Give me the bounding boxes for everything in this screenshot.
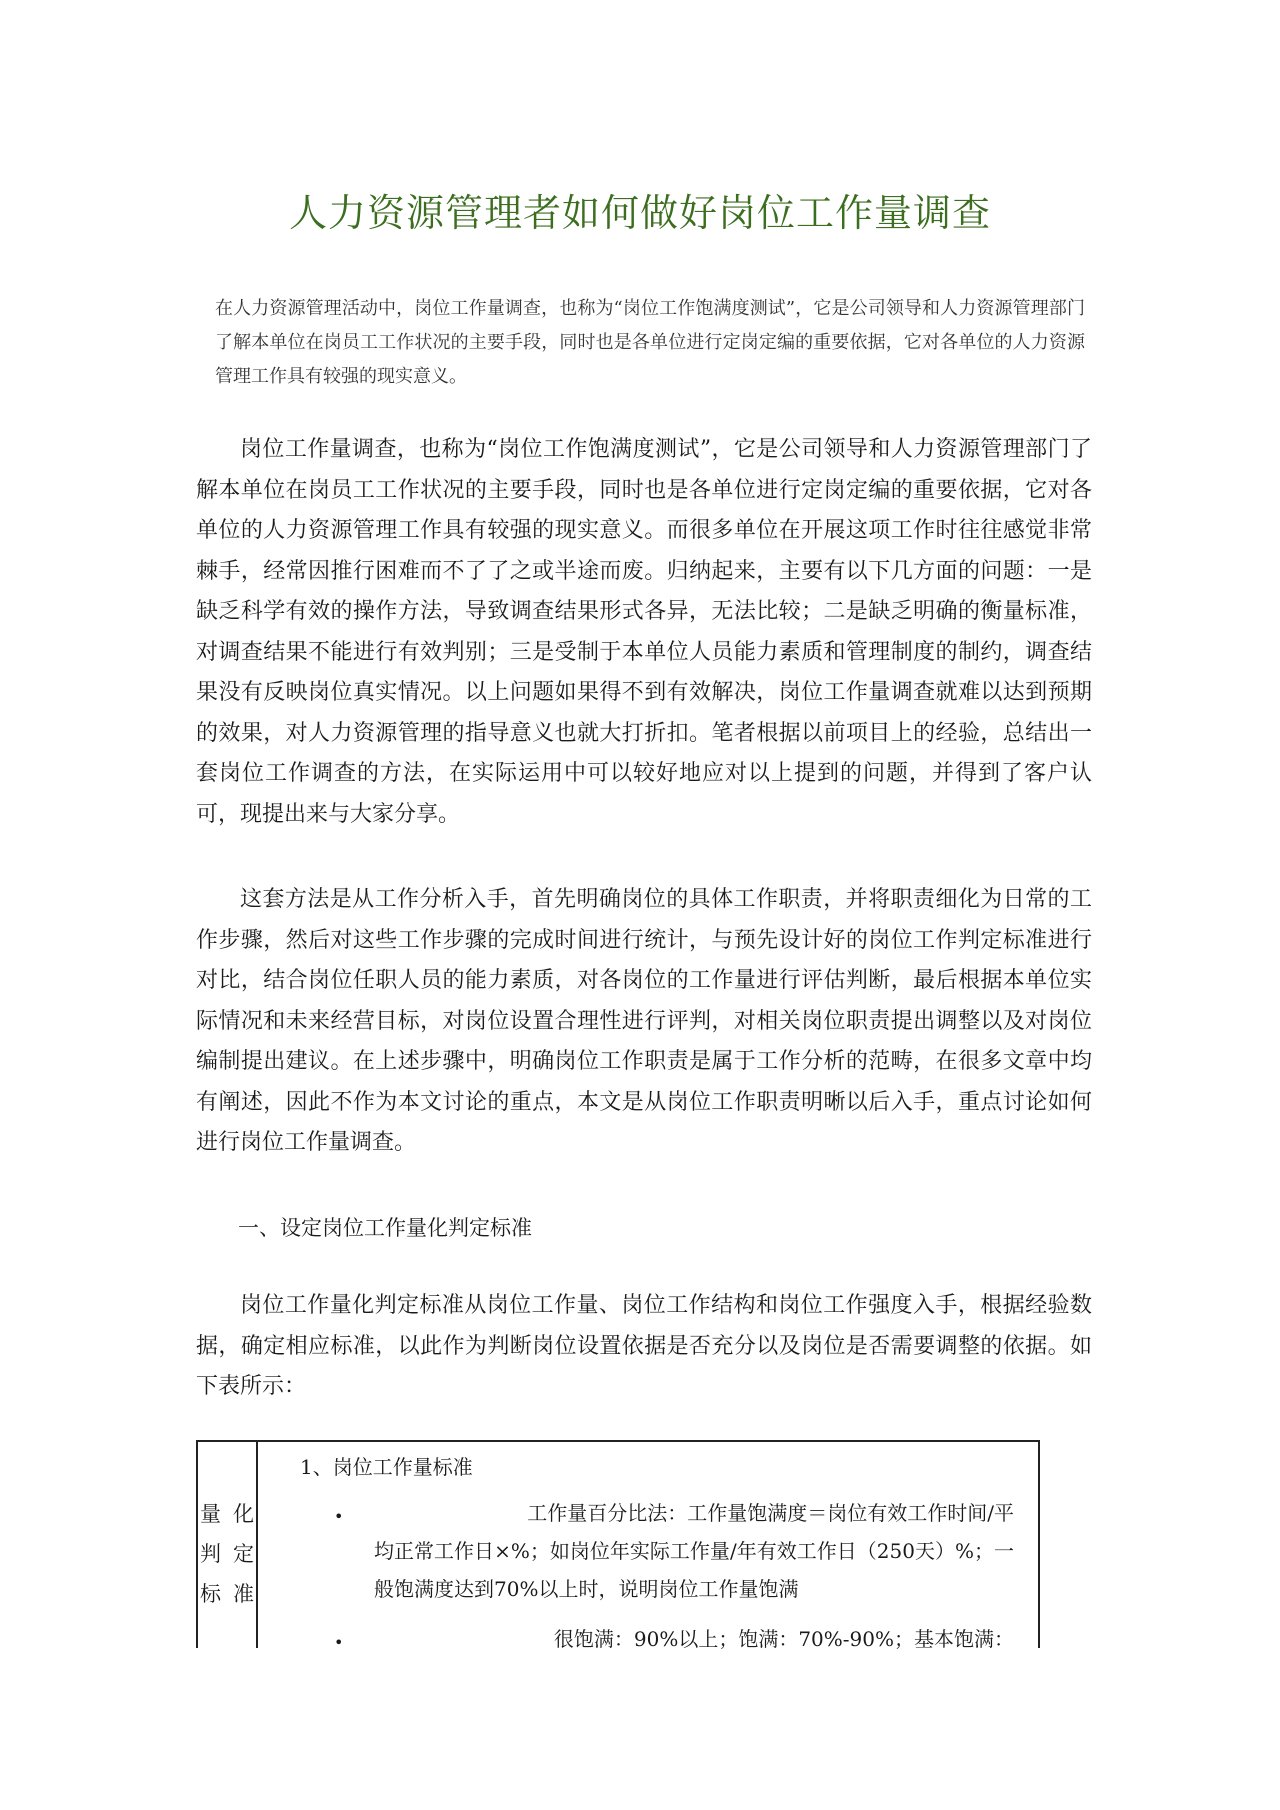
body-paragraph-1 [196,430,1092,835]
bullet-item-1-first-line: 工作量百分比法：工作量饱满度＝岗位有效工作时间/平 [527,1501,1014,1525]
bullet-item-1-rest: 均正常工作日×%；如岗位年实际工作量/年有效工作日（250天）%；一般饱满度达到70%以上时，说明岗位工作量饱满 [374,1539,1014,1601]
standard-heading: 1、岗位工作量标准 [300,1455,473,1479]
body-paragraph-3-text: 岗位工作量化判定标准从岗位工作量、岗位工作结构和岗位工作强度入手，根据经验数据，确定相应标准，以此作为判断岗位设置依据是否充分以及岗位是否需要调整的依据。如下表所示： [196,1293,1092,1399]
section-heading-1: 一、设定岗位工作量化判定标准 [238,1216,532,1240]
bullet-icon: • [334,1507,344,1526]
table-row-label-line: 量 化 [200,1502,254,1526]
body-paragraph-2-text: 这套方法是从工作分析入手，首先明确岗位的具体工作职责，并将职责细化为日常的工作步骤，然后对这些工作步骤的完成时间进行统计，与预先设计好的岗位工作判定标准进行对比，结合岗位任职人员的能力素质，对各岗位的工作量进行评估判断，最后根据本单位实际情况和未来经营目标，对岗位设置合理性进行评判，对相关岗位职责提出调整以及对岗位编制提出建议。在上述步骤中，明确岗位工作职责是属于工作分析的范畴，在很多文章中均有阐述，因此不作为本文讨论的重点，本文是从岗位工作职责明晰以后入手，重点讨论如何进行岗位工作量调查。 [196,887,1092,1155]
bullet-item-1 [374,1494,1014,1608]
table-row-label-line: 判 定 [200,1542,254,1566]
table-row-label-cell [198,1442,258,1648]
table-row-label-line: 标准 [200,1582,254,1606]
bullet-item-2-first-line: 很饱满：90%以上；饱满：70%-90%；基本饱满： [553,1627,1014,1651]
bullet-icon: • [334,1633,344,1652]
bullet-item-2 [374,1620,1014,1658]
criteria-table [196,1440,1040,1652]
body-paragraph-1-text: 岗位工作量调查，也称为“岗位工作饱满度测试”，它是公司领导和人力资源管理部门了解本单位在岗员工工作状况的主要手段，同时也是各单位进行定岗定编的重要依据，它对各单位的人力资源管理工作具有较强的现实意义。而很多单位在开展这项工作时往往感觉非常棘手，经常因推行困难而不了了之或半途而废。归纳起来，主要有以下几方面的问题：一是缺乏科学有效的操作方法，导致调查结果形式各异，无法比较；二是缺乏明确的衡量标准，对调查结果不能进行有效判别；三是受制于本单位人员能力素质和管理制度的制约，调查结果没有反映岗位真实情况。以上问题如果得不到有效解决，岗位工作量调查就难以达到预期的效果，对人力资源管理的指导意义也就大打折扣。笔者根据以前项目上的经验，总结出一套岗位工作调查的方法，在实际运用中可以较好地应对以上提到的问题，并得到了客户认可，现提出来与大家分享。 [196,437,1092,827]
body-paragraph-2 [196,880,1092,1164]
body-paragraph-3 [196,1286,1092,1408]
table-row-label [200,1494,254,1614]
table-content-cell [258,1442,1038,1652]
abstract-paragraph: 在人力资源管理活动中，岗位工作量调查，也称为“岗位工作饱满度测试”，它是公司领导和人力资源管理部门了解本单位在岗员工工作状况的主要手段，同时也是各单位进行定岗定编的重要依据，它对各单位的人力资源管理工作具有较强的现实意义。 [215,298,1085,387]
page-title: 人力资源管理者如何做好岗位工作量调查 [288,191,991,235]
